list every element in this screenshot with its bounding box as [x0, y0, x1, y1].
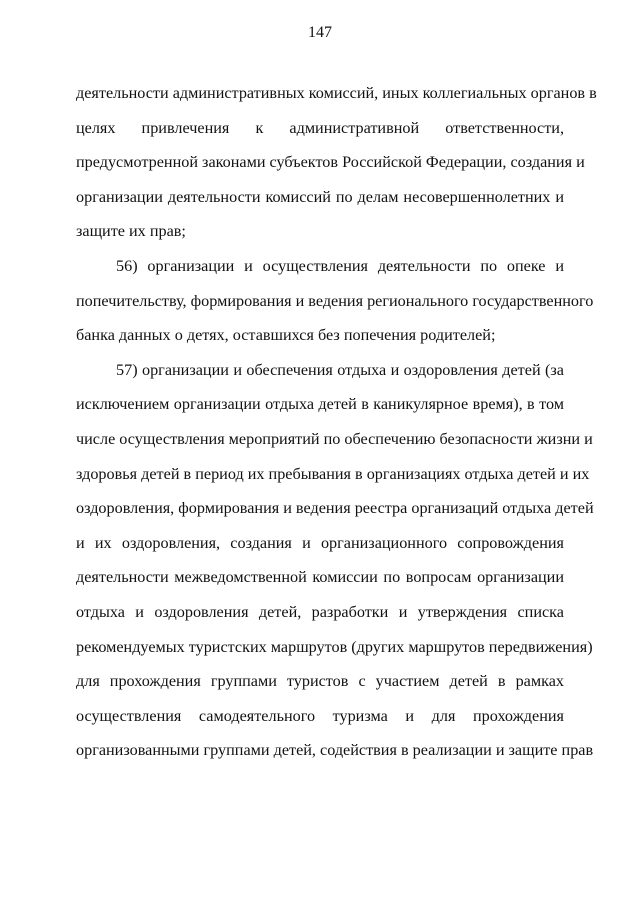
text-line: целях привлечения к административной ответственности,: [76, 118, 564, 137]
text-line: рекомендуемых туристских маршрутов (других маршрутов передвижения): [76, 637, 593, 656]
document-body: [76, 76, 597, 768]
text-line: осуществления самодеятельного туризма и для прохождения: [76, 706, 564, 725]
text-line: отдыха и оздоровления детей, разработки и утверждения списка: [76, 602, 564, 621]
text-line: защите их прав;: [76, 222, 186, 241]
text-line: и их оздоровления, создания и организационного сопровождения: [76, 533, 564, 552]
text-line: исключением организации отдыха детей в каникулярное время), в том: [76, 395, 564, 414]
text-line: предусмотренной законами субъектов Российской Федерации, создания и: [76, 153, 585, 172]
text-line: числе осуществления мероприятий по обеспечению безопасности жизни и: [76, 429, 593, 448]
text-line: банка данных о детях, оставшихся без попечения родителей;: [76, 326, 496, 345]
text-line: организованными группами детей, содействия в реализации и защите прав: [76, 741, 594, 760]
text-line: попечительству, формирования и ведения регионального государственного: [76, 291, 594, 310]
text-line: деятельности межведомственной комиссии по вопросам организации: [76, 568, 564, 587]
text-line: для прохождения группами туристов с участием детей в рамках: [76, 672, 564, 691]
page-number: 147: [308, 24, 332, 41]
text-line: здоровья детей в период их пребывания в организациях отдыха детей и их: [76, 464, 590, 483]
list-item-57-start: 57) организации и обеспечения отдыха и оздоровления детей (за: [116, 360, 564, 379]
text-line: организации деятельности комиссий по делам несовершеннолетних и: [76, 187, 564, 206]
list-item-56-start: 56) организации и осуществления деятельности по опеке и: [116, 256, 564, 275]
text-line: оздоровления, формирования и ведения реестра организаций отдыха детей: [76, 499, 594, 518]
text-line: деятельности административных комиссий, иных коллегиальных органов в: [76, 84, 597, 102]
